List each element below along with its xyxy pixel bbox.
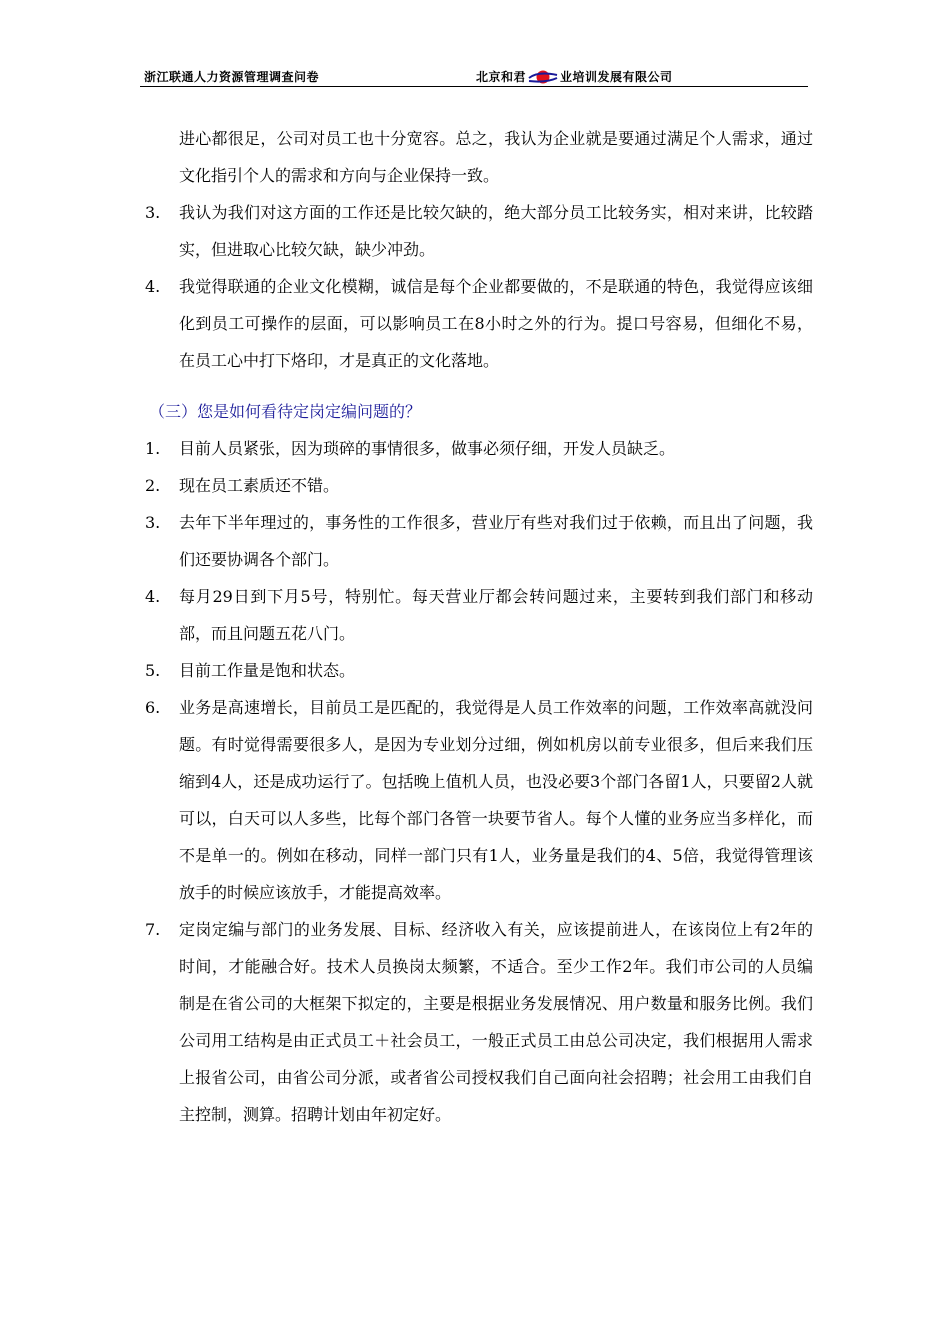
section-heading: （三）您是如何看待定岗定编问题的？ (149, 402, 422, 421)
list-item (143, 652, 813, 689)
list-item-text: 我觉得联通的企业文化模糊，诚信是每个企业都要做的，不是联通的特色，我觉得应该细化到员工可操作的层面，可以影响员工在8小时之外的行为。提口号容易，但细化不易，在员工心中打下烙印，才是真正的文化落地。 (179, 277, 813, 370)
list-item-text: 现在员工素质还不错。 (179, 476, 340, 495)
list-item-number: 4. (145, 277, 161, 296)
list-item-text: 定岗定编与部门的业务发展、目标、经济收入有关，应该提前进人，在该岗位上有2年的时间，才能融合好。技术人员换岗太频繁，不适合。至少工作2年。我们市公司的人员编制是在省公司的大框架下拟定的，主要是根据业务发展情况、用户数量和服务比例。我们公司用工结构是由正式员工＋社会员工，一般正式员工由总公司决定，我们根据用人需求上报省公司，由省公司分派，或者省公司授权我们自己面向社会招聘；社会用工由我们自主控制，测算。招聘计划由年初定好。 (179, 920, 813, 1124)
list-item-number: 5. (145, 661, 161, 680)
list-item (143, 268, 813, 379)
list-item-number: 2. (145, 476, 161, 495)
list-item (143, 578, 813, 652)
header-survey-title: 浙江联通人力资源管理调查问卷 (144, 70, 320, 84)
continuation-paragraph: 进心都很足，公司对员工也十分宽容。总之，我认为企业就是要通过满足个人需求，通过文化指引个人的需求和方向与企业保持一致。 (179, 129, 813, 185)
company-name-part1: 北京和君 (476, 70, 527, 84)
list-item-text: 目前工作量是饱和状态。 (179, 661, 356, 680)
list-item-number: 6. (145, 698, 161, 717)
list-item-number: 7. (145, 920, 161, 939)
list-item-number: 3. (145, 203, 161, 222)
list-item (143, 689, 813, 911)
company-name-part2: 业培训发展有限公司 (560, 70, 673, 84)
list-item (143, 430, 813, 467)
list-item (143, 911, 813, 1133)
list-item-text: 我认为我们对这方面的工作还是比较欠缺的，绝大部分员工比较务实，相对来讲，比较踏实，但进取心比较欠缺，缺少冲劲。 (179, 203, 813, 259)
list-item-text: 业务是高速增长，目前员工是匹配的，我觉得是人员工作效率的问题，工作效率高就没问题。有时觉得需要很多人，是因为专业划分过细，例如机房以前专业很多，但后来我们压缩到4人，还是成功运行了。包括晚上值机人员，也没必要3个部门各留1人，只要留2人就可以，白天可以人多些，比每个部门各管一块要节省人。每个人懂的业务应当多样化，而不是单一的。例如在移动，同样一部门只有1人，业务量是我们的4、5倍，我觉得管理该放手的时候应该放手，才能提高效率。 (179, 698, 813, 902)
list-item-text: 每月29日到下月5号，特别忙。每天营业厅都会转问题过来，主要转到我们部门和移动部，而且问题五花八门。 (179, 587, 813, 643)
list-item-number: 3. (145, 513, 161, 532)
list-item-text: 去年下半年理过的，事务性的工作很多，营业厅有些对我们过于依赖，而且出了问题，我们还要协调各个部门。 (179, 513, 813, 569)
list-item-number: 1. (145, 439, 161, 458)
list-item (143, 194, 813, 268)
header-company-name (476, 68, 673, 85)
document-body (143, 120, 813, 1133)
page-header (140, 66, 808, 87)
list-item (143, 467, 813, 504)
list-item (143, 504, 813, 578)
company-logo-icon (528, 69, 558, 85)
list-item-text: 目前人员紧张，因为琐碎的事情很多，做事必须仔细，开发人员缺乏。 (179, 439, 676, 458)
list-item-number: 4. (145, 587, 161, 606)
